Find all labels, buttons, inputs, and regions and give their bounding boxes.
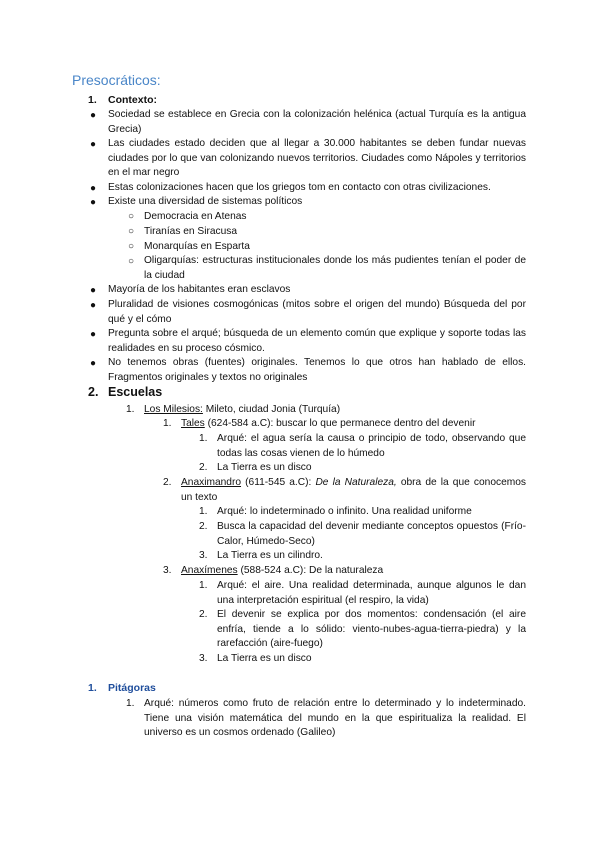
milesios-text: Mileto, ciudad Jonia (Turquía) bbox=[202, 404, 341, 415]
list-number: 1. bbox=[126, 698, 135, 709]
list-number: 1. bbox=[199, 433, 208, 444]
milesios-label: Los Milesios: bbox=[144, 404, 203, 415]
section-number: 2. bbox=[88, 385, 99, 399]
sub-list-item: Democracia en Atenas bbox=[144, 211, 247, 222]
list-number: 1. bbox=[199, 580, 208, 591]
tales-name: Tales bbox=[181, 418, 205, 429]
sub-list-item: La Tierra es un cilindro. bbox=[217, 550, 323, 561]
section-number: 1. bbox=[88, 682, 97, 694]
anaximenes-text: (588-524 a.C): De la naturaleza bbox=[237, 565, 384, 576]
sub-list-item: El devenir se explica por dos momentos: condensación (el aire enfría, tiende a lo sólido: viento-nubes-agua-tierra-piedra) y la rarefacción (aire-fuego) bbox=[217, 609, 526, 650]
sub-list-item: La Tierra es un disco bbox=[217, 462, 312, 473]
section-heading: Pitágoras bbox=[108, 682, 156, 694]
section-heading: Contexto: bbox=[108, 94, 157, 106]
sub-bullet-icon: ○ bbox=[128, 256, 135, 267]
sub-bullet-icon: ○ bbox=[128, 241, 135, 252]
sub-list-item: Tiranías en Siracusa bbox=[144, 226, 238, 237]
list-item: Las ciudades estado deciden que al llegar a 30.000 habitantes se deben fundar nuevas ciudades por lo que van colonizando nuevos territorios. Ciudades como Nápoles y territorios en el mar negro bbox=[108, 138, 526, 179]
anaximandro-item bbox=[181, 476, 526, 505]
list-number: 3. bbox=[163, 565, 172, 576]
sub-list-item: Arqué: el aire. Una realidad determinada, aunque algunos le dan una interpretación espiritual (el respiro, la vida) bbox=[217, 580, 526, 606]
bullet-icon: ● bbox=[90, 300, 97, 311]
section-heading: Escuelas bbox=[108, 385, 163, 399]
list-item: Pregunta sobre el arqué; búsqueda de un elemento común que explique y soporte todas las realidades en su proceso cósmico. bbox=[108, 328, 526, 354]
anaximandro-book: De la Naturaleza, bbox=[315, 477, 397, 488]
list-number: 1. bbox=[199, 506, 208, 517]
list-item: Existe una diversidad de sistemas políticos bbox=[108, 196, 303, 207]
bullet-icon: ● bbox=[90, 110, 97, 121]
bullet-icon: ● bbox=[90, 329, 97, 340]
page-title: Presocráticos: bbox=[72, 72, 161, 88]
anaximandro-name: Anaximandro bbox=[181, 477, 242, 488]
list-number: 3. bbox=[199, 550, 208, 561]
bullet-icon: ● bbox=[90, 358, 97, 369]
bullet-icon: ● bbox=[90, 197, 97, 208]
list-number: 1. bbox=[163, 418, 172, 429]
sub-list-item: Busca la capacidad del devenir mediante conceptos opuestos (Frío-Calor, Húmedo-Seco) bbox=[217, 521, 526, 547]
tales-item bbox=[181, 417, 475, 432]
tales-text: (624-584 a.C): buscar lo que permanece dentro del devenir bbox=[204, 418, 476, 429]
list-item: Estas colonizaciones hacen que los griegos tom en contacto con otras civilizaciones. bbox=[108, 182, 491, 193]
list-number: 2. bbox=[163, 477, 172, 488]
sub-bullet-icon: ○ bbox=[128, 226, 135, 237]
list-number: 2. bbox=[199, 521, 208, 532]
sub-list-item: Arqué: el agua sería la causa o principio de todo, observando que todas las cosas vienen de lo húmedo bbox=[217, 433, 526, 459]
bullet-icon: ● bbox=[90, 139, 97, 150]
anaximenes-name: Anaxímenes bbox=[181, 565, 238, 576]
sub-list-item: Monarquías en Esparta bbox=[144, 241, 250, 252]
list-item: Mayoría de los habitantes eran esclavos bbox=[108, 284, 291, 295]
list-item: Pluralidad de visiones cosmogónicas (mitos sobre el origen del mundo) Búsqueda del por qué y el cómo bbox=[108, 299, 526, 325]
sub-list-item: Arqué: lo indeterminado o infinito. Una realidad uniforme bbox=[217, 506, 472, 517]
list-item: Sociedad se establece en Grecia con la colonización helénica (actual Turquía es la antigua Grecia) bbox=[108, 109, 526, 135]
list-number: 2. bbox=[199, 462, 208, 473]
list-number: 3. bbox=[199, 653, 208, 664]
sub-list-item: Oligarquías: estructuras institucionales donde los más pudientes tenían el poder de la ciudad bbox=[144, 255, 526, 281]
list-number: 1. bbox=[126, 404, 135, 415]
list-item: Arqué: números como fruto de relación entre lo determinado y lo indeterminado. Tiene una visión matemática del mundo en la que espiritualiza la realidad. El universo es un cosmos ordenado (Galileo) bbox=[144, 698, 526, 739]
milesios-item bbox=[144, 403, 340, 418]
section-number: 1. bbox=[88, 94, 97, 106]
list-number: 2. bbox=[199, 609, 208, 620]
anaximenes-item bbox=[181, 564, 383, 579]
bullet-icon: ● bbox=[90, 183, 97, 194]
anaximandro-dates: (611-545 a.C): bbox=[241, 477, 316, 488]
anaximandro-text: obra de la que conocemos un texto bbox=[181, 477, 526, 503]
sub-list-item: La Tierra es un disco bbox=[217, 653, 312, 664]
bullet-icon: ● bbox=[90, 285, 97, 296]
list-item: No tenemos obras (fuentes) originales. Tenemos lo que otros han hablado de ellos. Fragmentos originales y textos no originales bbox=[108, 357, 526, 383]
sub-bullet-icon: ○ bbox=[128, 211, 135, 222]
